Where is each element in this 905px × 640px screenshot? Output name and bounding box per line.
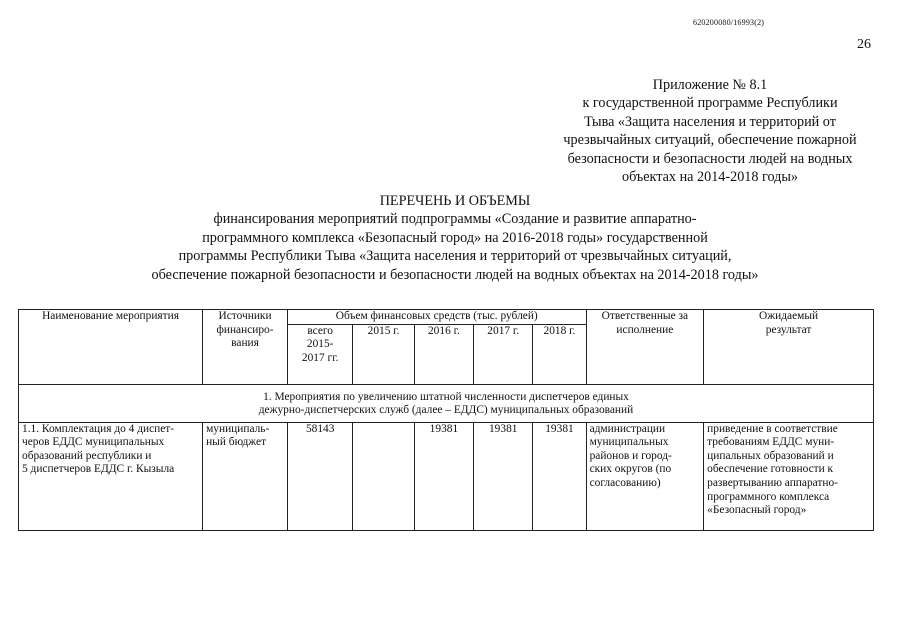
header-2016: 2016 г. bbox=[414, 324, 473, 384]
header-responsible: Ответственные за исполнение bbox=[586, 310, 704, 385]
cell-total: 58143 bbox=[287, 422, 352, 530]
header-result: Ожидаемый результат bbox=[704, 310, 874, 385]
title-line: обеспечение пожарной безопасности и безопасности людей на водных объектах на 2014-2018 годы» bbox=[151, 266, 759, 283]
header-volume-group: Объем финансовых средств (тыс. рублей) bbox=[287, 310, 586, 325]
appendix-line: чрезвычайных ситуаций, обеспечение пожарной bbox=[563, 132, 857, 149]
title-line: программного комплекса «Безопасный город» на 2016-2018 годы» государственной bbox=[202, 229, 708, 246]
header-2018: 2018 г. bbox=[533, 324, 586, 384]
header-row bbox=[19, 310, 874, 325]
financing-table bbox=[18, 309, 874, 531]
header-sources: Источники финансиро- вания bbox=[203, 310, 288, 385]
header-2015: 2015 г. bbox=[353, 324, 414, 384]
cell-responsible: администрации муниципальных районов и город- ских округов (по согласованию) bbox=[586, 422, 704, 530]
cell-result: приведение в соответствие требованиям ЕДДС муни- ципальных образований и обеспечение готовности к развертыванию аппаратно- программного комплекса «Безопасный город» bbox=[704, 422, 874, 530]
section-title: 1. Мероприятия по увеличению штатной численности диспетчеров единых дежурно-диспетчерских служб (далее – ЕДДС) муниципальных образований bbox=[19, 384, 874, 422]
appendix-line: безопасности и безопасности людей на водных bbox=[567, 150, 853, 167]
cell-2018: 19381 bbox=[533, 422, 586, 530]
cell-source: муниципаль- ный бюджет bbox=[203, 422, 288, 530]
cell-2015 bbox=[353, 422, 414, 530]
title-line: программы Республики Тыва «Защита населения и территорий от чрезвычайных ситуаций, bbox=[178, 248, 732, 265]
cell-2016: 19381 bbox=[414, 422, 473, 530]
document-title bbox=[40, 192, 870, 284]
title-heading: ПЕРЕЧЕНЬ И ОБЪЕМЫ bbox=[379, 193, 531, 209]
section-row bbox=[19, 384, 874, 422]
appendix-line: объектах на 2014-2018 годы» bbox=[621, 169, 799, 186]
appendix-line: Приложение № 8.1 bbox=[652, 77, 768, 93]
title-line: финансирования мероприятий подпрограммы «Создание и развитие аппаратно- bbox=[213, 211, 697, 228]
header-2017: 2017 г. bbox=[474, 324, 533, 384]
appendix-block bbox=[540, 76, 880, 186]
page-number: 26 bbox=[857, 37, 871, 52]
appendix-line: Тыва «Защита населения и территорий от bbox=[584, 113, 836, 130]
header-event-name: Наименование мероприятия bbox=[19, 310, 203, 385]
header-total: всего 2015- 2017 гг. bbox=[287, 324, 352, 384]
document-code: 620200080/16993(2) bbox=[693, 18, 765, 27]
cell-2017: 19381 bbox=[474, 422, 533, 530]
cell-event-name: 1.1. Комплектация до 4 диспет- черов ЕДДС муниципальных образований республики и 5 диспетчеров ЕДДС г. Кызыла bbox=[19, 422, 203, 530]
table-row bbox=[19, 422, 874, 530]
appendix-line: к государственной программе Республики bbox=[582, 95, 838, 112]
